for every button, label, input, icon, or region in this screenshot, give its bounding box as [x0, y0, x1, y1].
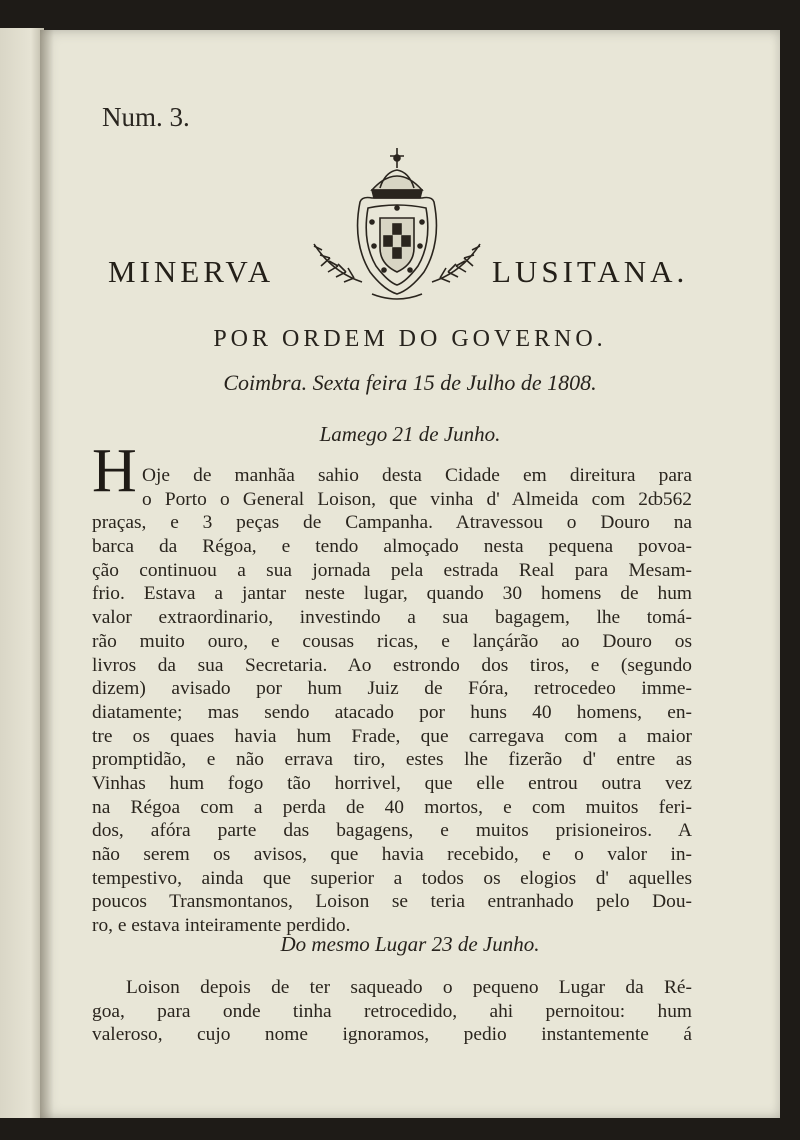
- text-line: diatamente; mas sendo atacado por huns 40 homens, en-: [92, 701, 692, 723]
- text-line: promptidão, e não errava tiro, estes lhe fizerão d' entre as: [92, 749, 692, 771]
- text-line: goa, para onde tinha retrocedido, ahi pernoitou: hum: [92, 1000, 692, 1022]
- text-line: o Porto o General Loison, que vinha d' Almeida com 2ȸ562: [142, 488, 692, 510]
- masthead-subtitle: POR ORDEM DO GOVERNO.: [213, 326, 607, 352]
- issue-number: Num. 3.: [102, 102, 190, 132]
- text-line: poucos Transmontanos, Loison se teria entranhado pelo Dou-: [92, 891, 692, 913]
- text-line: rão muito ouro, e cousas ricas, e lançárão ao Douro os: [92, 630, 692, 652]
- scan-frame-bottom: [0, 1118, 800, 1140]
- coat-of-arms-icon: [302, 132, 492, 312]
- text-line: praças, e 3 peças de Campanha. Atravessou o Douro na: [92, 512, 692, 534]
- text-line: valeroso, cujo nome ignoramos, pedio instantemente á: [92, 1024, 692, 1046]
- text-line: tre os quaes havia hum Frade, que carregava com a maior: [92, 725, 692, 747]
- text-line: Oje de manhãa sahio desta Cidade em direitura para: [142, 465, 692, 486]
- article-body-mesmo-lugar: [92, 977, 692, 1048]
- text-line: dizem) avisado por hum Juiz de Fóra, retrocedeo imme-: [92, 678, 692, 700]
- text-line: valor extraordinario, investindo a sua bagagem, lhe tomá-: [92, 607, 692, 629]
- newspaper-page: [40, 30, 780, 1118]
- text-line: ção continuou a sua jornada pela estrada Real para Mesam-: [92, 559, 692, 581]
- text-line: frio. Estava a jantar neste lugar, quando 30 homens de hum: [92, 583, 692, 605]
- article-heading-mesmo-lugar: Do mesmo Lugar 23 de Junho.: [280, 932, 540, 956]
- drop-cap: H: [92, 437, 137, 505]
- text-line: Loison depois de ter saqueado o pequeno Lugar da Ré-: [126, 977, 692, 998]
- text-line: tempestivo, ainda que superior a todos os elogios d' aquelles: [92, 867, 692, 889]
- text-line: livros da sua Secretaria. Ao estrondo dos tiros, e (segundo: [92, 654, 692, 676]
- masthead-title-left: MINERVA: [108, 254, 275, 289]
- masthead-title-right: LUSITANA.: [492, 254, 689, 289]
- article-heading-lamego: Lamego 21 de Junho.: [319, 422, 501, 446]
- article-body-lamego: [92, 465, 692, 939]
- text-line: barca da Régoa, e tendo almoçado nesta pequena povoa-: [92, 536, 692, 558]
- previous-page-edge: [0, 28, 44, 1118]
- text-line: ro, e estava inteiramente perdido.: [92, 915, 351, 937]
- text-line: Vinhas hum fogo tão horrivel, que elle entrou outra vez: [92, 772, 692, 794]
- text-line: não serem os avisos, que havia recebido, e o valor in-: [92, 844, 692, 865]
- text-line: dos, afóra parte das bagagens, e muitos prisioneiros. A: [92, 820, 692, 842]
- dateline: Coimbra. Sexta feira 15 de Julho de 1808.: [223, 370, 597, 395]
- text-line: na Régoa com a perda de 40 mortos, e com muitos feri-: [92, 796, 692, 818]
